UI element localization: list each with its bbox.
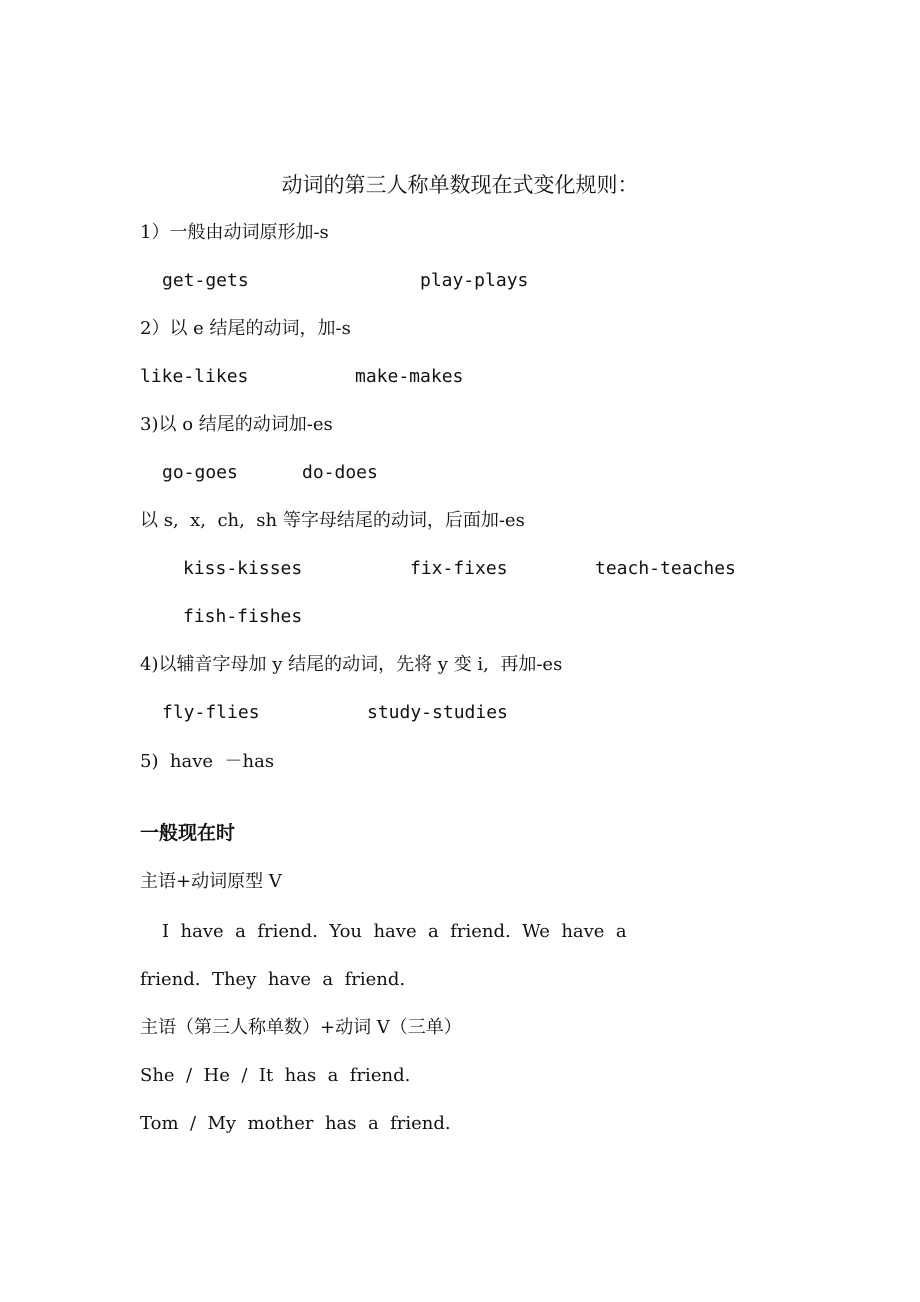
example-word: do-does [302, 462, 378, 483]
example-word: make-makes [355, 366, 464, 387]
example-word: play-plays [420, 270, 529, 291]
rule-3b-heading: 以 s, x, ch, sh 等字母结尾的动词，后面加-es [140, 510, 525, 531]
rule-4-heading: 4)以辅音字母加 y 结尾的动词，先将 y 变 i, 再加-es [140, 654, 563, 675]
example-word: fix-fixes [410, 558, 508, 579]
example-word: go-goes [162, 462, 238, 483]
example-word: study-studies [367, 702, 508, 723]
example-sentence: I have a friend. You have a friend. We have a [162, 921, 627, 942]
example-word: like-likes [140, 366, 249, 387]
example-word: fish-fishes [183, 606, 303, 627]
example-word: get-gets [162, 270, 249, 291]
section-heading: 一般现在时 [140, 822, 236, 844]
rule-4-examples [140, 698, 740, 728]
example-word: fly-flies [162, 702, 260, 723]
rule-3b-examples-cont [140, 602, 740, 632]
pattern-2: 主语（第三人称单数）+动词 V（三单） [140, 1017, 462, 1038]
rule-3-examples [140, 458, 740, 488]
page-title: 动词的第三人称单数现在式变化规则： [281, 173, 639, 197]
example-word: teach-teaches [595, 558, 736, 579]
example-sentence: She / He / It has a friend. [140, 1065, 411, 1086]
rule-1-heading: 1）一般由动词原形加-s [140, 222, 329, 243]
example-sentence-cont: friend. They have a friend. [140, 969, 406, 990]
example-word: kiss-kisses [183, 558, 303, 579]
rule-2-heading: 2）以 e 结尾的动词，加-s [140, 318, 351, 339]
rule-3-heading: 3)以 o 结尾的动词加-es [140, 414, 333, 435]
rule-2-examples [140, 362, 740, 392]
example-sentence: Tom / My mother has a friend. [140, 1113, 451, 1134]
pattern-1: 主语+动词原型 V [140, 871, 282, 892]
rule-3b-examples [140, 554, 820, 584]
rule-1-examples [140, 266, 740, 296]
rule-5-heading: 5) have －has [140, 751, 275, 772]
